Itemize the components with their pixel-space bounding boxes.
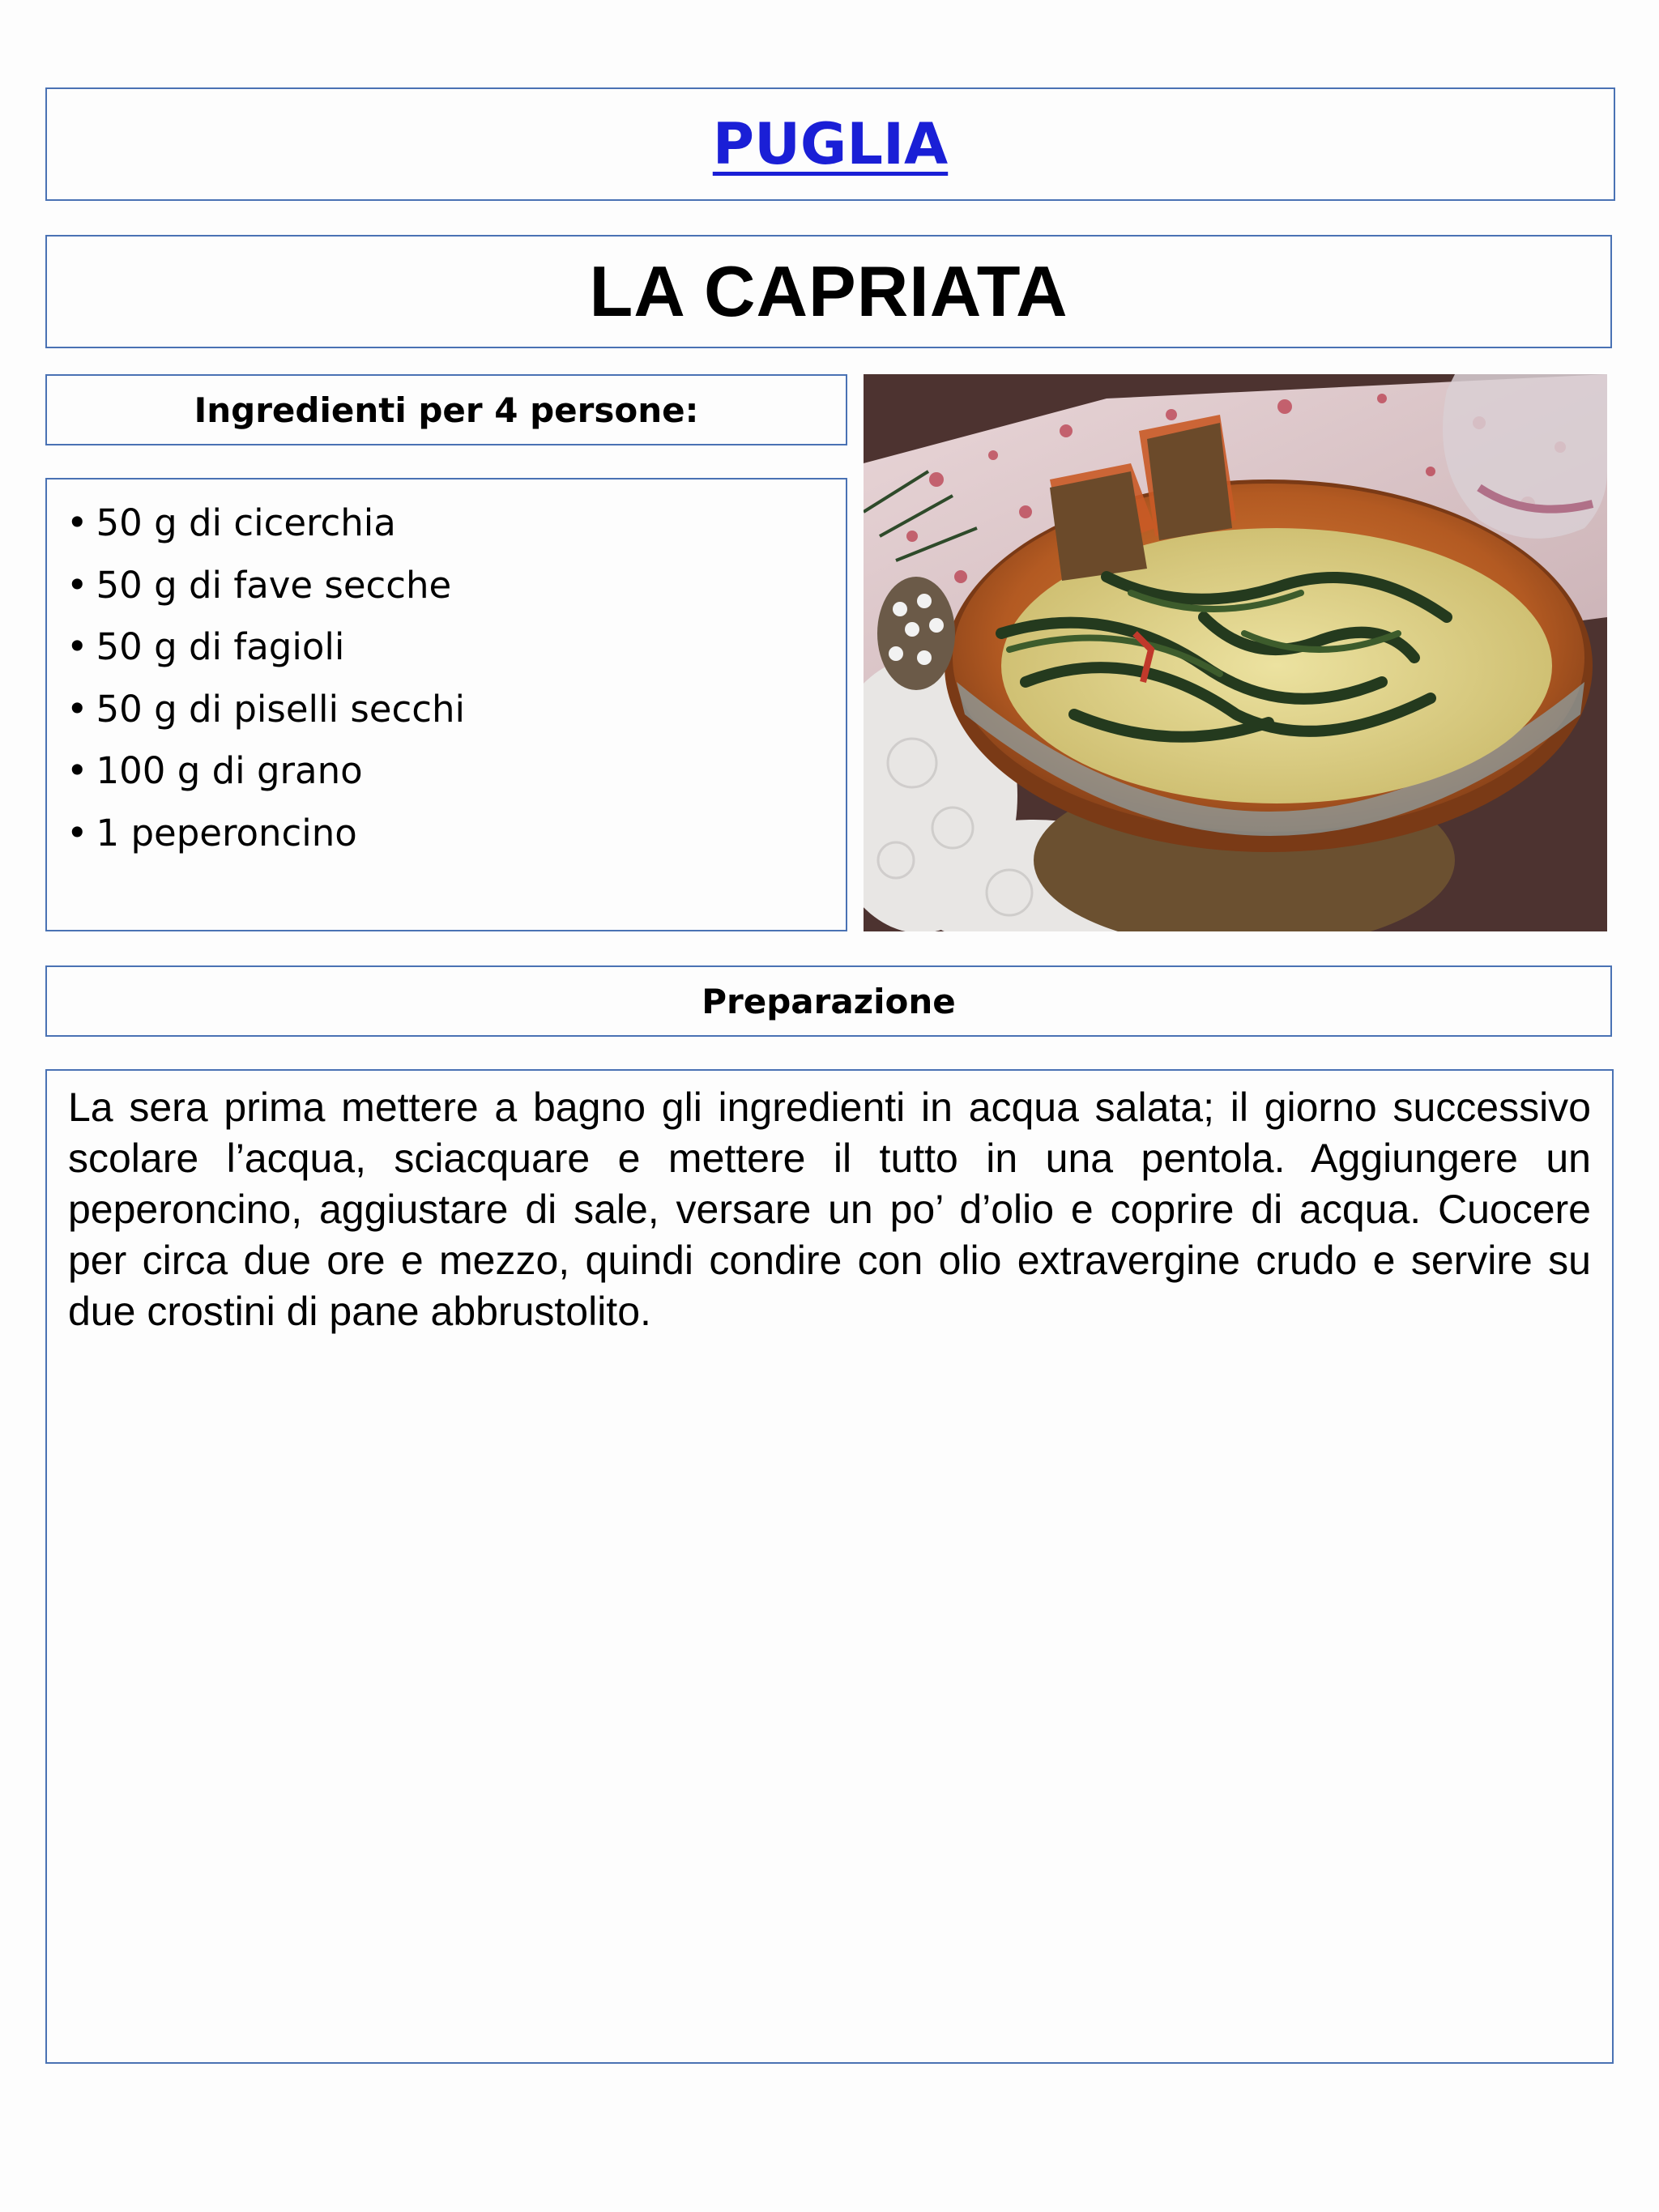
recipe-title: LA CAPRIATA [589,251,1068,331]
ingredient-item: • 1 peperoncino [66,803,846,865]
region-link[interactable]: PUGLIA [712,111,949,177]
ingredient-item: • 50 g di cicerchia [66,492,846,555]
dish-photo [864,374,1607,931]
preparation-header [45,965,1612,1037]
recipe-title-banner [45,235,1612,348]
ingredient-item: • 50 g di piselli secchi [66,679,846,741]
ingredient-item: • 100 g di grano [66,740,846,803]
preparation-header-label: Preparazione [702,981,956,1021]
dish-illustration [864,374,1607,931]
ingredient-item: • 50 g di fave secche [66,555,846,617]
ingredients-list [66,492,846,864]
region-banner [45,87,1615,201]
ingredients-header-label: Ingredienti per 4 persone: [194,390,699,430]
preparation-panel [45,1069,1614,2064]
ingredient-item: • 50 g di fagioli [66,616,846,679]
preparation-text: La sera prima mettere a bagno gli ingredienti in acqua salata; il giorno successivo scolare l’acqua, sciacquare e mettere il tutto in una pentola. Aggiungere un peperoncino, aggiustare di sale, versare un po’ d’olio e coprire di acqua. Cuocere per circa due ore e mezzo, quindi condire con olio extravergine crudo e servire su due crostini di pane abbrustolito. [68,1085,1591,1334]
ingredients-header [45,374,847,445]
ingredients-panel [45,478,847,931]
